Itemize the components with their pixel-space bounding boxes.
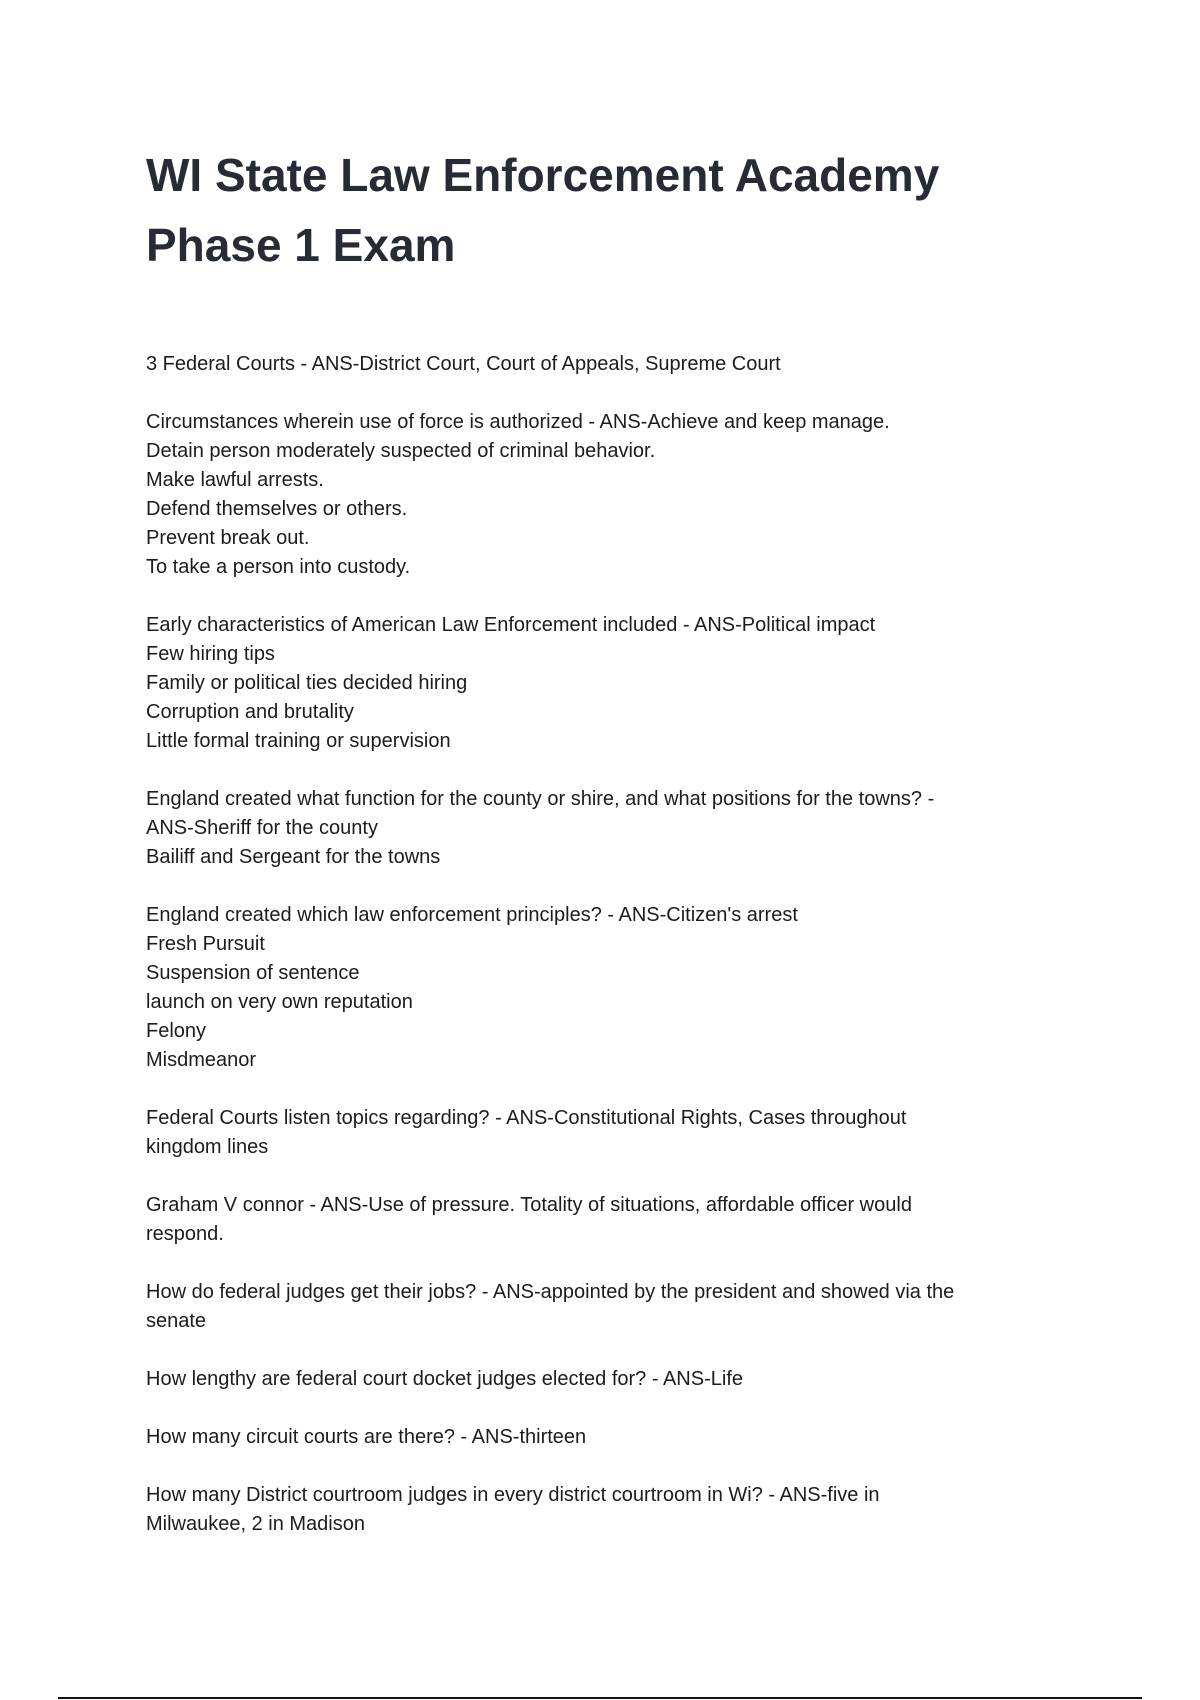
- qa-line: 3 Federal Courts - ANS-District Court, Court of Appeals, Supreme Court: [146, 353, 781, 375]
- qa-line: Detain person moderately suspected of criminal behavior.: [146, 440, 656, 462]
- qa-line: senate: [146, 1310, 207, 1332]
- qa-item: [146, 901, 1076, 1075]
- qa-item: [146, 408, 1076, 582]
- qa-line: How lengthy are federal court docket judges elected for? - ANS-Life: [146, 1368, 743, 1390]
- qa-line: launch on very own reputation: [146, 991, 413, 1013]
- document-page: [146, 140, 1076, 1568]
- qa-line: Misdmeanor: [146, 1049, 257, 1071]
- title-line: Phase 1 Exam: [146, 219, 456, 271]
- document-title: [146, 140, 1076, 280]
- qa-item: [146, 785, 1076, 872]
- qa-line: Bailiff and Sergeant for the towns: [146, 846, 441, 868]
- qa-item: [146, 1423, 1076, 1452]
- qa-line: kingdom lines: [146, 1136, 269, 1158]
- qa-line: Make lawful arrests.: [146, 469, 324, 491]
- qa-line: Felony: [146, 1020, 207, 1042]
- qa-line: Prevent break out.: [146, 527, 310, 549]
- qa-line: Family or political ties decided hiring: [146, 672, 468, 694]
- qa-line: Few hiring tips: [146, 643, 275, 665]
- page-bottom-divider: [58, 1697, 1142, 1699]
- qa-line: Little formal training or supervision: [146, 730, 451, 752]
- qa-item: [146, 1104, 1076, 1162]
- qa-line: England created what function for the county or shire, and what positions for the towns? -: [146, 788, 935, 810]
- qa-line: Graham V connor - ANS-Use of pressure. Totality of situations, affordable officer would: [146, 1194, 912, 1216]
- qa-line: ANS-Sheriff for the county: [146, 817, 378, 839]
- qa-line: Federal Courts listen topics regarding? - ANS-Constitutional Rights, Cases throughout: [146, 1107, 907, 1129]
- qa-item: [146, 1278, 1076, 1336]
- qa-line: Corruption and brutality: [146, 701, 354, 723]
- qa-line: Defend themselves or others.: [146, 498, 408, 520]
- qa-item: [146, 1365, 1076, 1394]
- qa-list: [146, 350, 1076, 1539]
- qa-line: How many District courtroom judges in every district courtroom in Wi? - ANS-five in: [146, 1484, 880, 1506]
- qa-item: [146, 1191, 1076, 1249]
- qa-item: [146, 350, 1076, 379]
- title-line: WI State Law Enforcement Academy: [146, 149, 940, 201]
- qa-item: [146, 1481, 1076, 1539]
- qa-line: Milwaukee, 2 in Madison: [146, 1513, 365, 1535]
- qa-line: England created which law enforcement principles? - ANS-Citizen's arrest: [146, 904, 798, 926]
- qa-line: Early characteristics of American Law Enforcement included - ANS-Political impact: [146, 614, 876, 636]
- qa-line: How many circuit courts are there? - ANS-thirteen: [146, 1426, 587, 1448]
- qa-line: To take a person into custody.: [146, 556, 411, 578]
- qa-line: Circumstances wherein use of force is authorized - ANS-Achieve and keep manage.: [146, 411, 890, 433]
- qa-line: Fresh Pursuit: [146, 933, 265, 955]
- qa-line: Suspension of sentence: [146, 962, 360, 984]
- qa-item: [146, 611, 1076, 756]
- qa-line: respond.: [146, 1223, 224, 1245]
- qa-line: How do federal judges get their jobs? - ANS-appointed by the president and showed via the: [146, 1281, 955, 1303]
